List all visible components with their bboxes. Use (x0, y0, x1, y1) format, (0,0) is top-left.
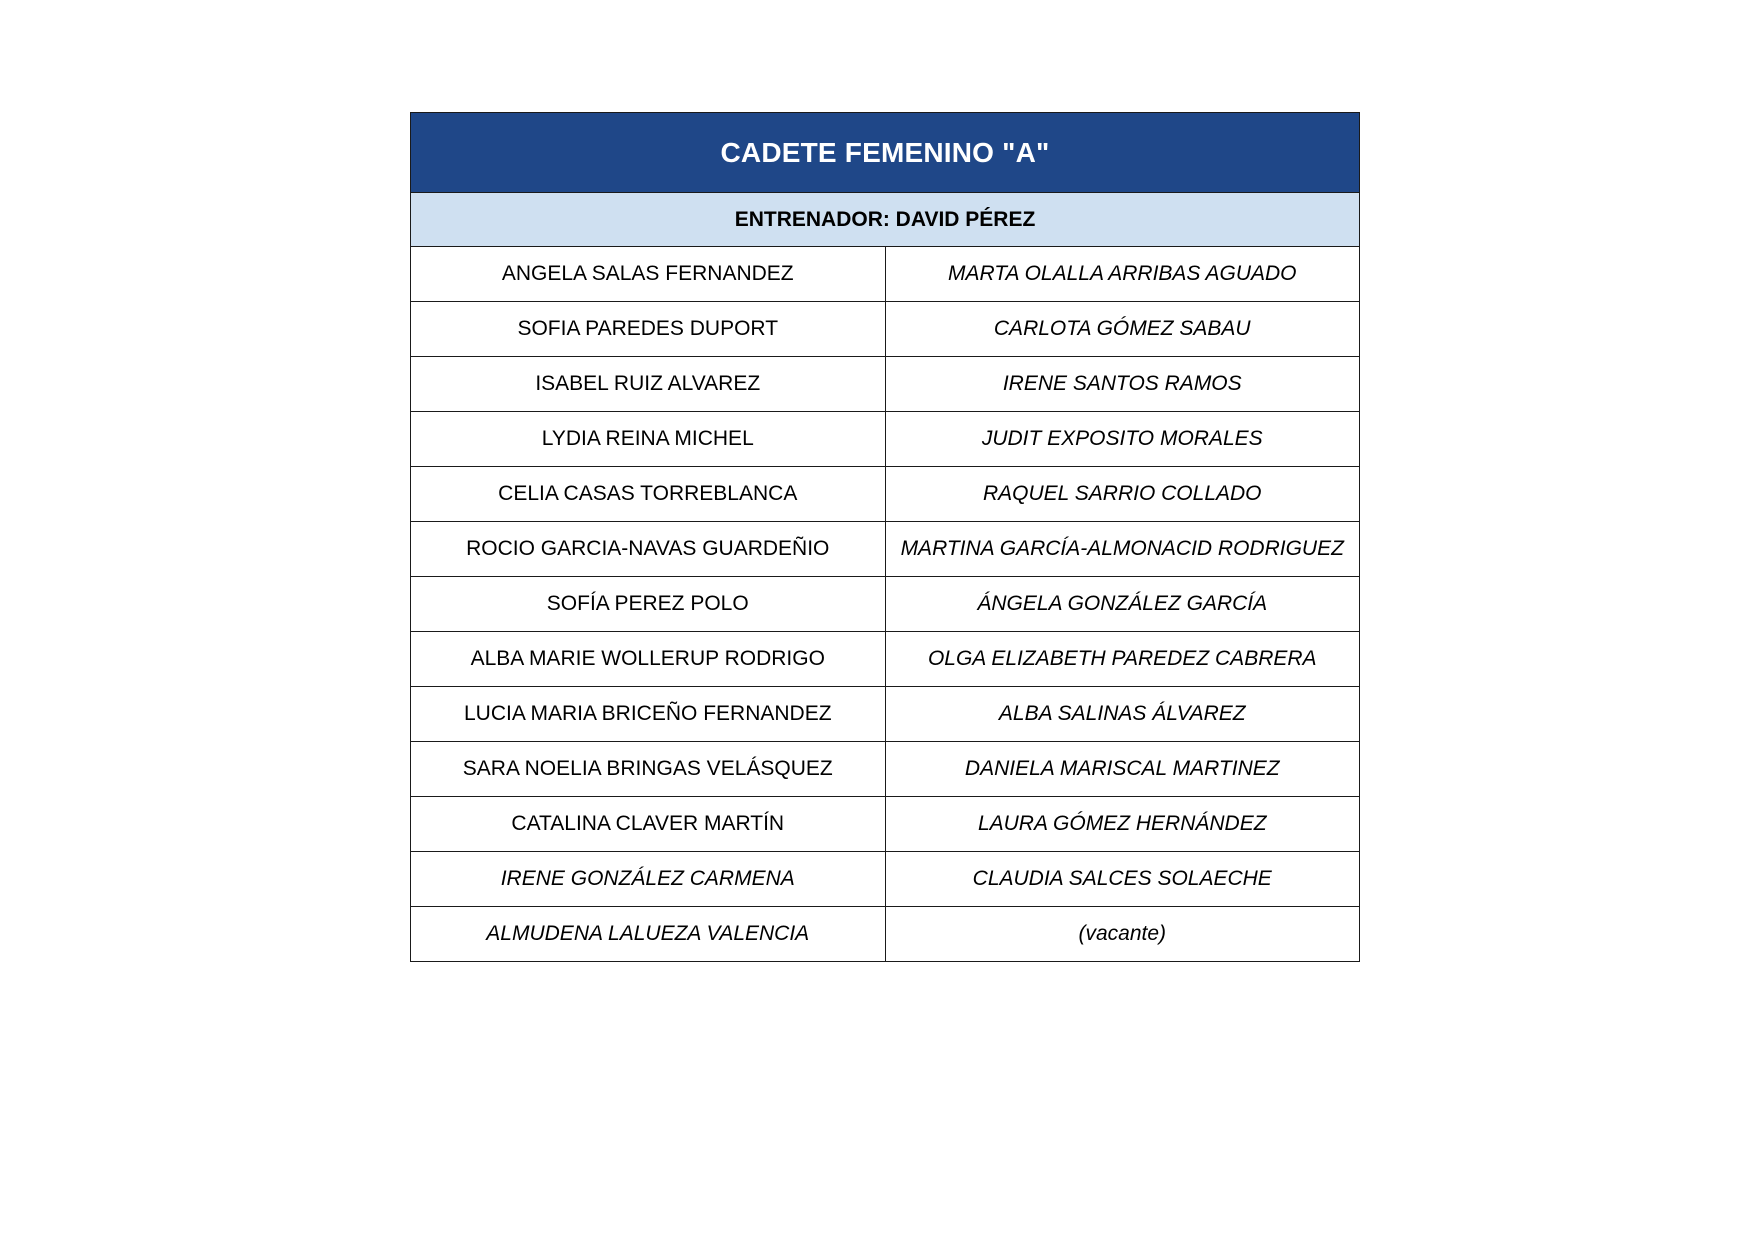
player-name-right: ÁNGELA GONZÁLEZ GARCÍA (885, 577, 1360, 632)
player-name-left: ALBA MARIE WOLLERUP RODRIGO (411, 632, 886, 687)
player-row (411, 907, 1360, 962)
title-row (411, 113, 1360, 193)
player-name-left: CATALINA CLAVER MARTÍN (411, 797, 886, 852)
coach-row (411, 193, 1360, 247)
player-name-right: OLGA ELIZABETH PAREDEZ CABRERA (885, 632, 1360, 687)
player-row (411, 852, 1360, 907)
player-list (411, 247, 1360, 962)
player-name-right: CLAUDIA SALCES SOLAECHE (885, 852, 1360, 907)
player-name-left: ANGELA SALAS FERNANDEZ (411, 247, 886, 302)
player-name-left: ROCIO GARCIA-NAVAS GUARDEÑIO (411, 522, 886, 577)
player-name-left: LYDIA REINA MICHEL (411, 412, 886, 467)
player-row (411, 247, 1360, 302)
player-row (411, 467, 1360, 522)
player-row (411, 412, 1360, 467)
team-roster-table (410, 112, 1360, 962)
player-name-right: ALBA SALINAS ÁLVAREZ (885, 687, 1360, 742)
player-name-left: IRENE GONZÁLEZ CARMENA (411, 852, 886, 907)
player-name-left: SARA NOELIA BRINGAS VELÁSQUEZ (411, 742, 886, 797)
player-row (411, 742, 1360, 797)
coach-label: ENTRENADOR: DAVID PÉREZ (411, 193, 1360, 247)
player-name-left: ISABEL RUIZ ALVAREZ (411, 357, 886, 412)
player-row (411, 522, 1360, 577)
player-row (411, 797, 1360, 852)
player-row (411, 357, 1360, 412)
player-name-left: SOFÍA PEREZ POLO (411, 577, 886, 632)
player-row (411, 632, 1360, 687)
player-name-right: MARTA OLALLA ARRIBAS AGUADO (885, 247, 1360, 302)
player-name-right: LAURA GÓMEZ HERNÁNDEZ (885, 797, 1360, 852)
player-name-right: MARTINA GARCÍA-ALMONACID RODRIGUEZ (885, 522, 1360, 577)
player-name-right: RAQUEL SARRIO COLLADO (885, 467, 1360, 522)
player-row (411, 577, 1360, 632)
team-title: CADETE FEMENINO "A" (411, 113, 1360, 193)
player-name-right: IRENE SANTOS RAMOS (885, 357, 1360, 412)
player-name-left: SOFIA PAREDES DUPORT (411, 302, 886, 357)
player-name-right: JUDIT EXPOSITO MORALES (885, 412, 1360, 467)
player-name-right: (vacante) (885, 907, 1360, 962)
player-row (411, 302, 1360, 357)
player-name-left: LUCIA MARIA BRICEÑO FERNANDEZ (411, 687, 886, 742)
player-row (411, 687, 1360, 742)
player-name-left: ALMUDENA LALUEZA VALENCIA (411, 907, 886, 962)
player-name-right: DANIELA MARISCAL MARTINEZ (885, 742, 1360, 797)
player-name-right: CARLOTA GÓMEZ SABAU (885, 302, 1360, 357)
player-name-left: CELIA CASAS TORREBLANCA (411, 467, 886, 522)
